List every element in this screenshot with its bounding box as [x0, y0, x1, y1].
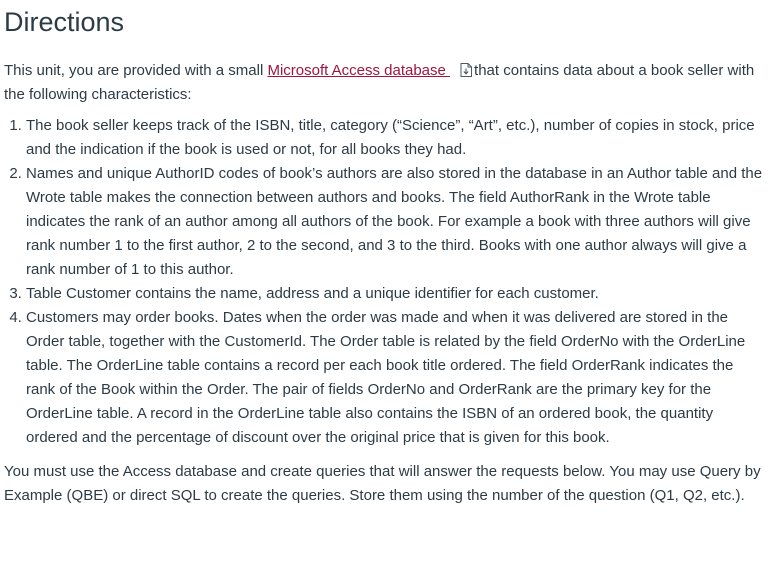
outro-paragraph: You must use the Access database and create queries that will answer the requests below. You may use Query by Example (QBE) or direct SQL to create the queries. Store them using the number of the question (Q1, Q2, etc.). [4, 463, 761, 504]
intro-text-after: that contains data about a book seller with the following characteristics: [4, 62, 755, 103]
intro-paragraph [4, 59, 764, 107]
list-item: 3. Table Customer contains the name, address and a unique identifier for each customer. [26, 282, 764, 306]
characteristics-list [4, 114, 764, 450]
list-item: 1. The book seller keeps track of the ISBN, title, category (“Science”, “Art”, etc.), number of copies in stock, price and the indication if the book is used or not, for all books they had. [26, 114, 764, 162]
list-item: 2. Names and unique AuthorID codes of book’s authors are also stored in the database in an Author table and the Wrote table makes the connection between authors and books. The field AuthorRank in the Wrote table indicates the rank of an author among all authors of the book. For example a book with three authors will give rank number 1 to the first author, 2 to the second, and 3 to the third. Books with one author always will give a rank number of 1 to this author. [26, 162, 764, 282]
page-title: Directions [4, 7, 125, 37]
intro-text-before: This unit, you are provided with a small [4, 62, 268, 79]
access-database-link[interactable]: Microsoft Access database [267, 62, 451, 79]
list-item: 4. Customers may order books. Dates when the order was made and when it was delivered are stored in the Order table, together with the CustomerId. The Order table is related by the field OrderNo with the OrderLine table. The OrderLine table contains a record per each book title ordered. The field OrderRank indicates the rank of the Book within the Order. The pair of fields OrderNo and OrderRank are the primary key for the OrderLine table. A record in the OrderLine table also contains the ISBN of an ordered book, the quantity ordered and the percentage of discount over the original price that is given for this book. [26, 306, 764, 450]
download-document-icon[interactable] [460, 61, 472, 75]
